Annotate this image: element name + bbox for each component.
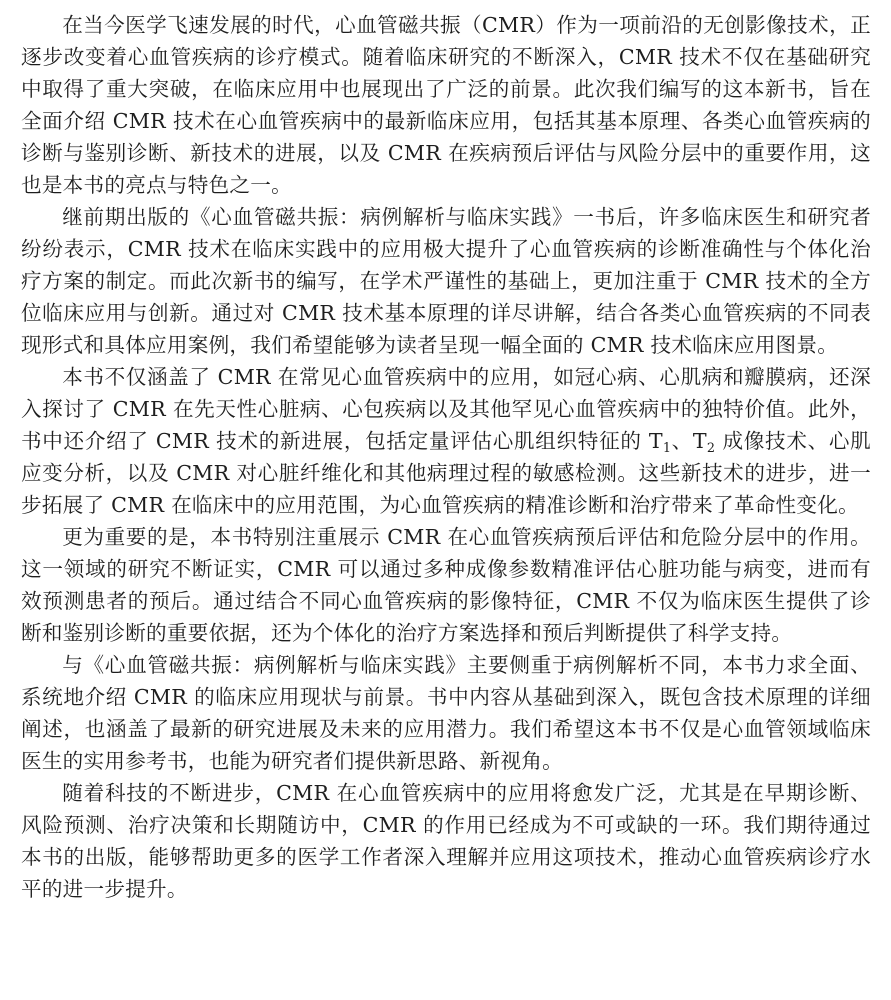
paragraph-comparison: 与《心血管磁共振：病例解析与临床实践》主要侧重于病例解析不同，本书力求全面、系统地介绍 CMR 的临床应用现状与前景。书中内容从基础到深入，既包含技术原理的详细阐述，也涵盖了最新的研究进展及未来的应用潜力。我们希望这本书不仅是心血管领域临床医生的实用参考书，也能为研究者们提供新思路、新视角。 bbox=[21, 653, 871, 773]
subscript-t2: 2 bbox=[706, 440, 716, 456]
paragraph-intro: 在当今医学飞速发展的时代，心血管磁共振（CMR）作为一项前沿的无创影像技术，正逐步改变着心血管疾病的诊疗模式。随着临床研究的不断深入，CMR 技术不仅在基础研究中取得了重大突破，在临床应用中也展现出了广泛的前景。此次我们编写的这本新书，旨在全面介绍 CMR 技术在心血管疾病中的最新临床应用，包括其基本原理、各类心血管疾病的诊断与鉴别诊断、新技术的进展，以及 CMR 在疾病预后评估与风险分层中的重要作用，这也是本书的亮点与特色之一。 bbox=[21, 13, 871, 197]
paragraph-scope-text-mid: 、T bbox=[671, 429, 707, 453]
paragraph-outlook: 随着科技的不断进步，CMR 在心血管疾病中的应用将愈发广泛，尤其是在早期诊断、风险预测、治疗决策和长期随访中，CMR 的作用已经成为不可或缺的一环。我们期待通过本书的出版，能够帮助更多的医学工作者深入理解并应用这项技术，推动心血管疾病诊疗水平的进一步提升。 bbox=[21, 781, 871, 901]
paragraph-scope-text-before: 本书不仅涵盖了 CMR 在常见心血管疾病中的应用，如冠心病、心肌病和瓣膜病，还深入探讨了 CMR 在先天性心脏病、心包疾病以及其他罕见心血管疾病中的独特价值。此外，书中还介绍了 CMR 技术的新进展，包括定量评估心肌组织特征的 T bbox=[21, 365, 871, 453]
subscript-t1: 1 bbox=[662, 440, 672, 456]
paragraph-prognosis: 更为重要的是，本书特别注重展示 CMR 在心血管疾病预后评估和危险分层中的作用。这一领域的研究不断证实，CMR 可以通过多种成像参数精准评估心脏功能与病变，进而有效预测患者的预后。通过结合不同心血管疾病的影像特征，CMR 不仅为临床医生提供了诊断和鉴别诊断的重要依据，还为个体化的治疗方案选择和预后判断提供了科学支持。 bbox=[21, 525, 871, 645]
paragraph-scope bbox=[21, 361, 871, 521]
paragraph-scope-text-after: 成像技术、心肌应变分析，以及 CMR 对心脏纤维化和其他病理过程的敏感检测。这些新技术的进步，进一步拓展了 CMR 在临床中的应用范围，为心血管疾病的精准诊断和治疗带来了革命性变化。 bbox=[21, 429, 871, 517]
paragraph-previous-book: 继前期出版的《心血管磁共振：病例解析与临床实践》一书后，许多临床医生和研究者纷纷表示，CMR 技术在临床实践中的应用极大提升了心血管疾病的诊断准确性与个体化治疗方案的制定。而此次新书的编写，在学术严谨性的基础上，更加注重于 CMR 技术的全方位临床应用与创新。通过对 CMR 技术基本原理的详尽讲解，结合各类心血管疾病的不同表现形式和具体应用案例，我们希望能够为读者呈现一幅全面的 CMR 技术临床应用图景。 bbox=[21, 205, 871, 357]
